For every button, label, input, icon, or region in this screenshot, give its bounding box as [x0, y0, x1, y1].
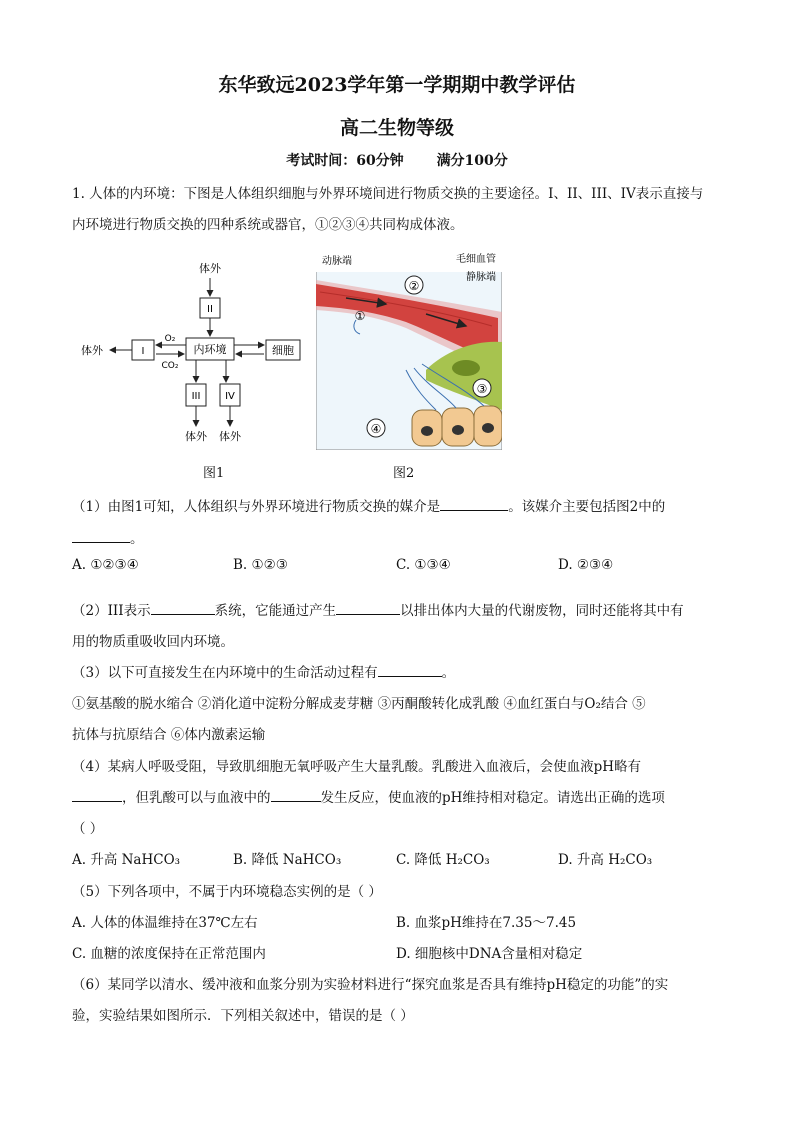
q1-part3-text-b: 。	[441, 665, 456, 681]
answer-blank[interactable]	[72, 789, 122, 802]
answer-blank[interactable]	[440, 498, 508, 511]
figure-1-caption: 图1	[203, 466, 225, 481]
fig2-capillary-label: 毛细血管	[456, 254, 496, 265]
full-score: 满分100分	[436, 153, 508, 169]
fig2-marker-3: ③	[476, 382, 488, 396]
figure-1-diagram	[76, 258, 306, 448]
fig2-vein-label: 静脉端	[466, 272, 496, 283]
q1-part1-option-b[interactable]: B. ①②③	[233, 557, 288, 573]
q1-part2-line2: 用的物质重吸收回内环境。	[72, 634, 234, 650]
q1-part4-option-d[interactable]: D. 升高 H₂CO₃	[558, 852, 653, 868]
fig2-marker-2: ②	[408, 279, 420, 293]
fig1-o2-label: O₂	[164, 334, 176, 344]
fig1-outside-bottom-2: 体外	[219, 430, 241, 443]
fig1-co2-label: CO₂	[161, 361, 179, 371]
fig1-outside-top: 体外	[199, 262, 221, 275]
q1-part4-text-c: 发生反应，使血液的pH维持相对稳定。请选出正确的选项	[320, 790, 665, 806]
q1-part2-text-c: 以排出体内大量的代谢废物，同时还能将其中有	[400, 603, 684, 619]
answer-blank[interactable]	[271, 789, 321, 802]
q1-part1-text-c: 。	[130, 531, 144, 547]
exam-subtitle: 高二生物等级	[339, 117, 454, 139]
q1-part5-option-c[interactable]: C. 血糖的浓度保持在正常范围内	[72, 946, 266, 962]
q1-part6-line2: 验，实验结果如图所示．下列相关叙述中，错误的是（ ）	[72, 1008, 414, 1024]
q1-intro-line1: 1. 人体的内环境：下图是人体组织细胞与外界环境间进行物质交换的主要途径。I、II、III、IV表示直接与	[72, 186, 704, 202]
exam-info	[0, 150, 794, 170]
q1-part4-answer-paren[interactable]: （ ）	[72, 821, 104, 837]
fig2-marker-1: ①	[354, 309, 366, 323]
fig1-outside-left: 体外	[81, 344, 103, 357]
exam-time: 考试时间：60分钟	[286, 153, 404, 169]
q1-part1-option-a[interactable]: A. ①②③④	[72, 557, 139, 573]
fig1-label-environment: 内环境	[193, 343, 227, 356]
q1-part2-text-b: 系统，它能通过产生	[214, 603, 337, 619]
q1-part3-line1	[72, 661, 455, 681]
answer-blank[interactable]	[72, 530, 130, 543]
q1-part4-text-b: ，但乳酸可以与血液中的	[122, 790, 271, 806]
q1-part5-option-b[interactable]: B. 血浆pH维持在7.35～7.45	[396, 915, 577, 931]
figure-2-caption: 图2	[393, 466, 415, 481]
q1-part5-stem: （5）下列各项中，不属于内环境稳态实例的是（ ）	[72, 884, 382, 900]
q1-part2-text-a: （2）III表示	[72, 603, 151, 619]
q1-part5-option-d[interactable]: D. 细胞核中DNA含量相对稳定	[396, 946, 583, 962]
q1-part1-line1	[72, 495, 665, 515]
q1-part1-option-c[interactable]: C. ①③④	[396, 557, 451, 573]
answer-blank[interactable]	[151, 602, 215, 615]
fig1-label-III: III	[191, 391, 201, 402]
exam-title: 东华致远2023学年第一学期期中教学评估	[218, 74, 576, 96]
fig1-label-cell: 细胞	[272, 344, 294, 357]
q1-part3-items-line1: ①氨基酸的脱水缩合 ②消化道中淀粉分解成麦芽糖 ③丙酮酸转化成乳酸 ④血红蛋白与O₂结合 ⑤	[72, 696, 646, 712]
q1-part4-option-a[interactable]: A. 升高 NaHCO₃	[72, 852, 181, 868]
fig2-artery-label: 动脉端	[322, 256, 352, 267]
answer-blank[interactable]	[378, 664, 442, 677]
fig1-label-IV: IV	[225, 391, 235, 402]
q1-part1-option-d[interactable]: D. ②③④	[558, 557, 614, 573]
figure-2-illustration	[316, 250, 502, 450]
q1-part4-option-c[interactable]: C. 降低 H₂CO₃	[396, 852, 490, 868]
answer-blank[interactable]	[336, 602, 400, 615]
q1-intro-line2: 内环境进行物质交换的四种系统或器官，①②③④共同构成体液。	[72, 217, 464, 233]
q1-part1-line2	[72, 527, 144, 547]
q1-part3-items-line2: 抗体与抗原结合 ⑥体内激素运输	[72, 727, 266, 743]
q1-part4-option-b[interactable]: B. 降低 NaHCO₃	[233, 852, 342, 868]
q1-part2-line1	[72, 599, 684, 619]
q1-part4-line2	[72, 786, 665, 806]
q1-part1-text-a: （1）由图1可知，人体组织与外界环境进行物质交换的媒介是	[72, 499, 441, 515]
q1-part6-line1: （6）某同学以清水、缓冲液和血浆分别为实验材料进行“探究血浆是否具有维持pH稳定的功能”的实	[72, 977, 669, 993]
fig1-label-I: I	[141, 346, 145, 357]
q1-part5-option-a[interactable]: A. 人体的体温维持在37℃左右	[72, 915, 258, 931]
q1-part4-line1: （4）某病人呼吸受阻，导致肌细胞无氧呼吸产生大量乳酸。乳酸进入血液后，会使血液pH略有	[72, 759, 642, 775]
q1-part1-text-b: 。该媒介主要包括图2中的	[508, 499, 666, 515]
fig1-outside-bottom-1: 体外	[185, 430, 207, 443]
fig1-label-II: II	[207, 304, 213, 315]
fig2-marker-4: ④	[370, 422, 382, 436]
q1-part3-text-a: （3）以下可直接发生在内环境中的生命活动过程有	[72, 665, 378, 681]
